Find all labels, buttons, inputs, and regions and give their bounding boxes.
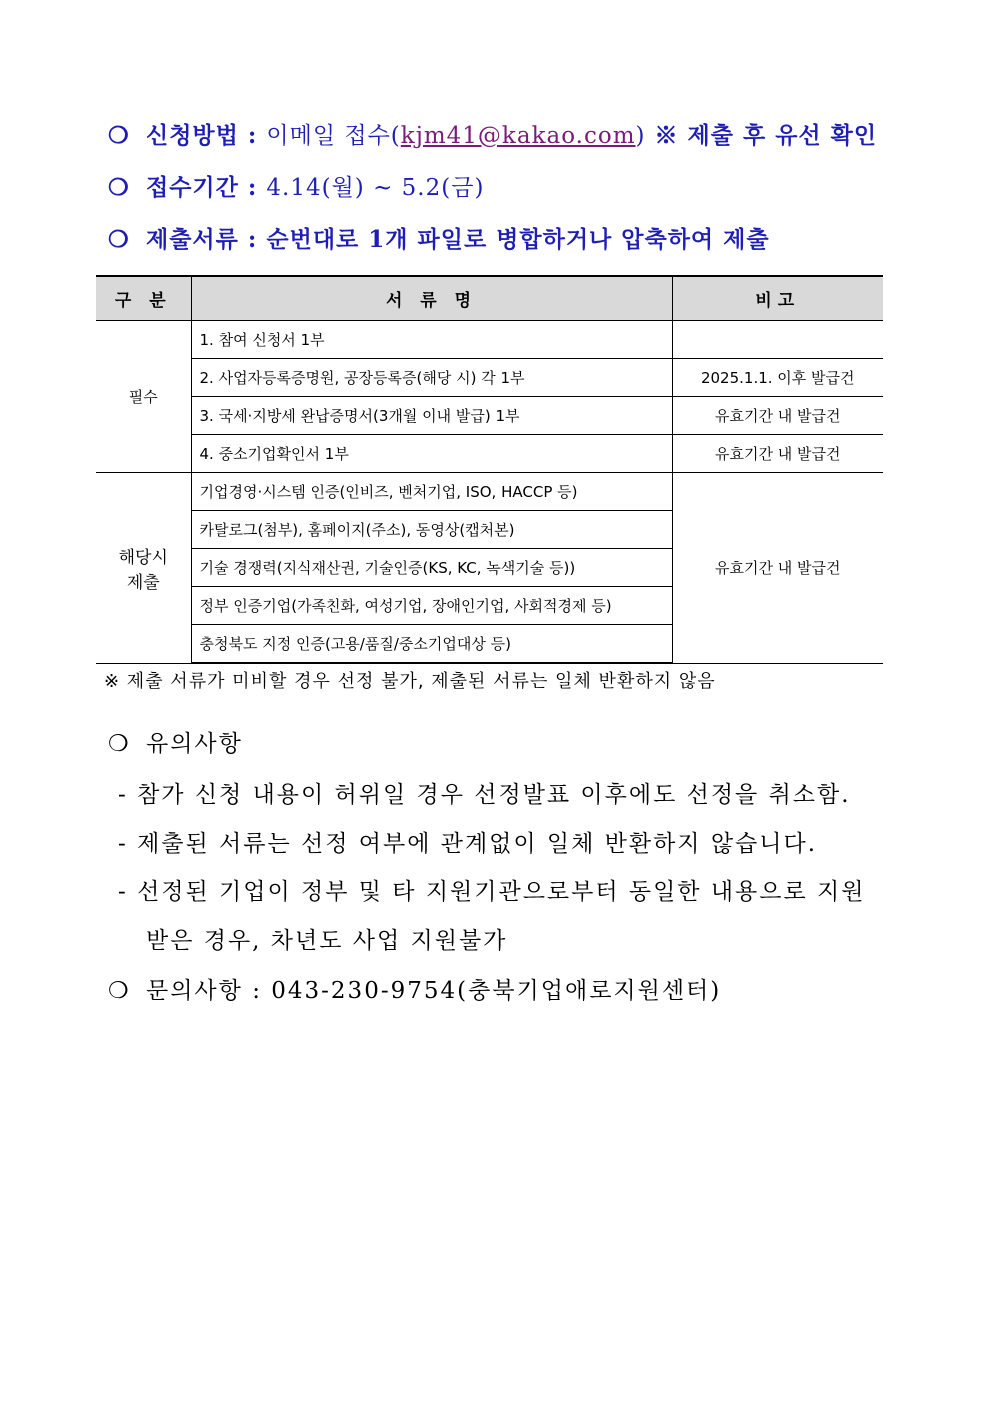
table-row xyxy=(96,435,883,473)
label: 문의사항 xyxy=(146,978,243,1004)
period-value: 4.14(월) ~ 5.2(금) xyxy=(266,175,485,201)
colon: : xyxy=(247,174,258,201)
label: 접수기간 xyxy=(146,174,239,201)
doc-note xyxy=(672,321,883,359)
contact xyxy=(108,972,721,1005)
group-optional: 해당시 제출 xyxy=(96,473,191,664)
colon: : xyxy=(252,978,262,1004)
bullet-icon: ❍ xyxy=(108,731,131,757)
doc-name: 카탈로그(첨부), 홈페이지(주소), 동영상(캡처본) xyxy=(191,511,672,549)
doc-name: 1. 참여 신청서 1부 xyxy=(191,321,672,359)
group-optional-note: 유효기간 내 발급건 xyxy=(672,473,883,664)
table-row xyxy=(96,397,883,435)
documents-table xyxy=(96,275,883,664)
group-required: 필수 xyxy=(96,321,191,473)
col-note: 비고 xyxy=(672,276,883,321)
bullet-icon: ❍ xyxy=(108,978,131,1004)
notice-item: - 선정된 기업이 정부 및 타 지원기관으로부터 동일한 내용으로 지원 xyxy=(118,879,866,905)
method-prefix: 이메일 접수( xyxy=(266,123,401,149)
submission-docs xyxy=(108,221,770,254)
bullet-icon: ❍ xyxy=(108,122,130,149)
notice-item: - 참가 신청 내용이 허위일 경우 선정발표 이후에도 선정을 취소함. xyxy=(118,782,851,808)
doc-name: 4. 중소기업확인서 1부 xyxy=(191,435,672,473)
label: 제출서류 xyxy=(146,226,239,253)
contact-value: 043-230-9754(충북기업애로지원센터) xyxy=(271,978,722,1004)
doc-name: 충청북도 지정 인증(고용/품질/중소기업대상 등) xyxy=(191,625,672,664)
colon: : xyxy=(247,122,258,149)
label: 신청방법 xyxy=(146,122,239,149)
table-header xyxy=(96,276,883,321)
table-row xyxy=(96,473,883,511)
method-suffix: ) xyxy=(635,123,646,149)
colon: : xyxy=(247,226,258,253)
doc-name: 3. 국세·지방세 완납증명서(3개월 이내 발급) 1부 xyxy=(191,397,672,435)
application-method xyxy=(108,117,877,150)
doc-note: 2025.1.1. 이후 발급건 xyxy=(672,359,883,397)
table-row xyxy=(96,321,883,359)
notice-item: - 제출된 서류는 선정 여부에 관계없이 일체 반환하지 않습니다. xyxy=(118,831,818,857)
doc-note: 유효기간 내 발급건 xyxy=(672,397,883,435)
table-footnote: ※ 제출 서류가 미비할 경우 선정 불가, 제출된 서류는 일체 반환하지 않음 xyxy=(104,671,716,692)
bullet-icon: ❍ xyxy=(108,226,130,253)
email-link[interactable]: kjm41@kakao.com xyxy=(400,123,636,149)
bullet-icon: ❍ xyxy=(108,174,130,201)
doc-name: 기업경영·시스템 인증(인비즈, 벤처기업, ISO, HACCP 등) xyxy=(191,473,672,511)
method-note: ※ 제출 후 유선 확인 xyxy=(654,122,878,149)
notice-title xyxy=(108,725,243,758)
col-doc-name: 서 류 명 xyxy=(191,276,672,321)
application-period xyxy=(108,169,484,202)
doc-note: 유효기간 내 발급건 xyxy=(672,435,883,473)
table-row xyxy=(96,359,883,397)
col-category: 구 분 xyxy=(96,276,191,321)
doc-name: 기술 경쟁력(지식재산권, 기술인증(KS, KC, 녹색기술 등)) xyxy=(191,549,672,587)
docs-value: 순번대로 1개 파일로 병합하거나 압축하여 제출 xyxy=(266,226,770,253)
doc-name: 정부 인증기업(가족친화, 여성기업, 장애인기업, 사회적경제 등) xyxy=(191,587,672,625)
label: 유의사항 xyxy=(146,731,243,757)
doc-name: 2. 사업자등록증명원, 공장등록증(해당 시) 각 1부 xyxy=(191,359,672,397)
notice-item: 받은 경우, 차년도 사업 지원불가 xyxy=(146,928,508,954)
